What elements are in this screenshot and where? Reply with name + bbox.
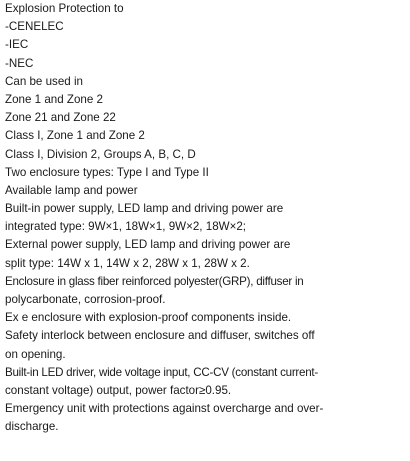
text-line-power-factor: constant voltage) output, power factor≥0.95. bbox=[5, 383, 232, 397]
text-line-enclosure-types: Two enclosure types: Type I and Type II bbox=[5, 165, 209, 179]
text-line-class-division: Class I, Division 2, Groups A, B, C, D bbox=[5, 147, 196, 161]
text-line-safety-interlock: Safety interlock between enclosure and diffuser, switches off bbox=[5, 329, 315, 343]
text-line-discharge: discharge. bbox=[5, 420, 59, 434]
text-line-standard-iec: -IEC bbox=[5, 38, 29, 52]
text-line-builtin-power: Built-in power supply, LED lamp and driving power are bbox=[5, 202, 284, 216]
text-line-led-driver: Built-in LED driver, wide voltage input, CC-CV (constant current- bbox=[5, 365, 319, 379]
text-line-emergency-unit: Emergency unit with protections against overcharge and over- bbox=[5, 402, 324, 416]
text-line-usage-heading: Can be used in bbox=[5, 74, 83, 88]
text-line-on-opening: on opening. bbox=[5, 347, 66, 361]
text-line-ex-e-enclosure: Ex e enclosure with explosion-proof components inside. bbox=[5, 311, 292, 325]
text-line-split-type: split type: 14W x 1, 14W x 2, 28W x 1, 28W x 2. bbox=[5, 256, 250, 270]
text-line-external-power: External power supply, LED lamp and driving power are bbox=[5, 238, 291, 252]
text-line-available-lamp: Available lamp and power bbox=[5, 183, 138, 197]
text-line-standard-cenelec: -CENELEC bbox=[5, 20, 64, 34]
text-line-zone-1-2: Zone 1 and Zone 2 bbox=[5, 92, 103, 106]
text-line-standard-nec: -NEC bbox=[5, 56, 34, 70]
text-line-heading: Explosion Protection to bbox=[5, 2, 124, 15]
text-line-polycarbonate: polycarbonate, corrosion-proof. bbox=[5, 293, 166, 306]
text-line-enclosure-material: Enclosure in glass fiber reinforced polyester(GRP), diffuser in bbox=[5, 274, 304, 288]
text-line-integrated-type: integrated type: 9W×1, 18W×1, 9W×2, 18W×2; bbox=[5, 220, 247, 234]
text-line-class-zone: Class I, Zone 1 and Zone 2 bbox=[5, 129, 145, 143]
text-line-zone-21-22: Zone 21 and Zone 22 bbox=[5, 111, 116, 125]
